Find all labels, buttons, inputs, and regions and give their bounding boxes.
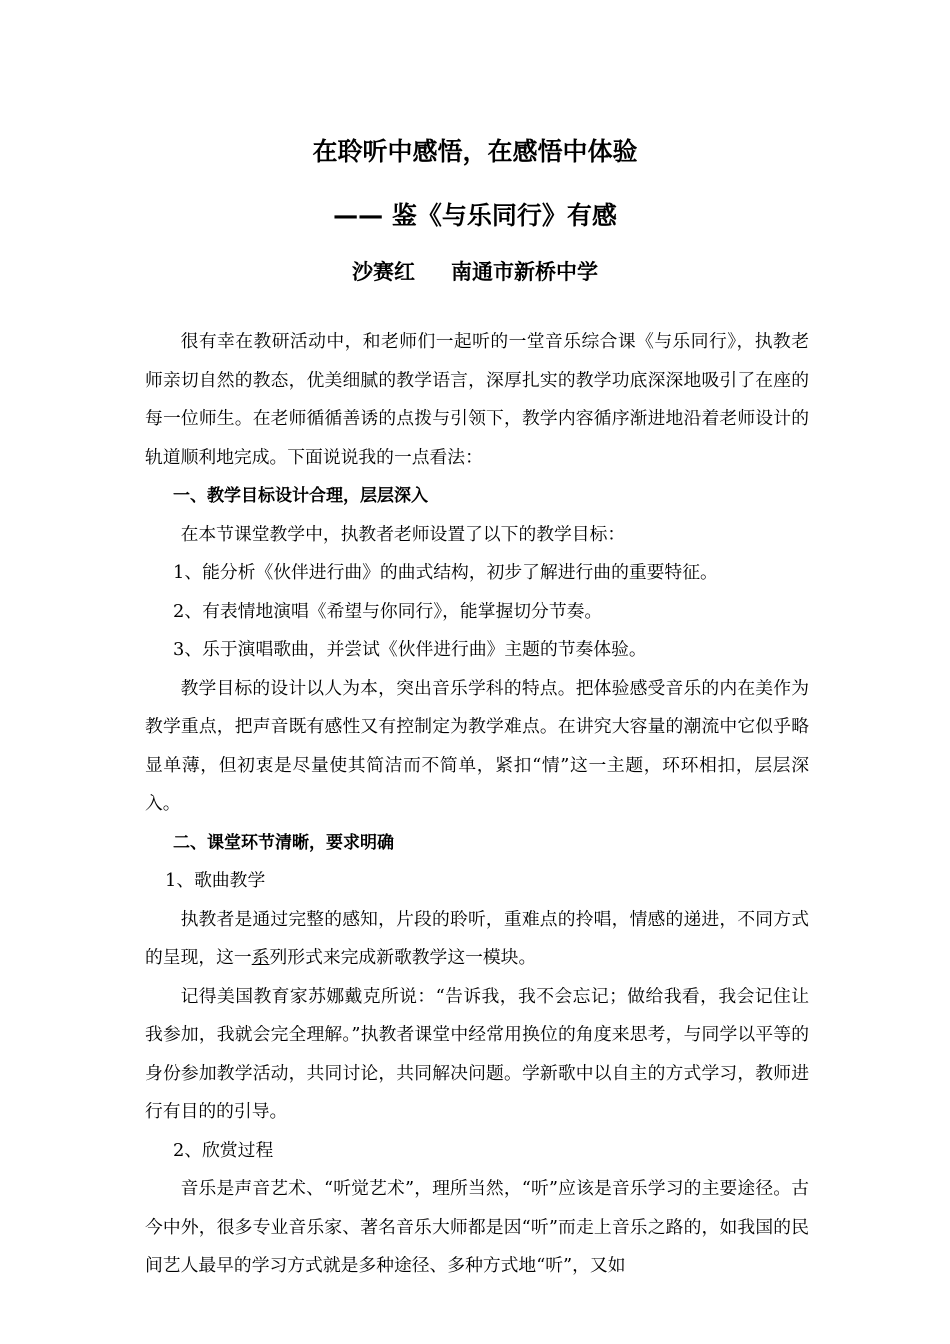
listening-paragraph: 音乐是声音艺术、“听觉艺术”，理所当然，“听”应该是音乐学习的主要途径。古今中外，很多专业音乐家、著名音乐大师都是因“听”而走上音乐之路的，如我国的民间艺人最早的学习方式就是多种途径、多种方式地“听”，又如 [145, 1178, 809, 1276]
goal-item-3: 3、乐于演唱歌曲，并尝试《伙伴进行曲》主题的节奏体验。 [173, 639, 647, 660]
section-1-lead: 在本节课堂教学中，执教者老师设置了以下的教学目标： [180, 523, 626, 545]
article-subtitle: —— 鉴《与乐同行》有感 [333, 201, 617, 230]
author-name: 沙赛红 [352, 260, 415, 284]
song-teaching-paragraph [145, 901, 809, 978]
quote-paragraph: 记得美国教育家苏娜戴克所说：“告诉我，我不会忘记；做给我看，我会记住让我参加，我就会完全理解。”执教者课堂中经常用换位的角度来思考，与同学以平等的身份参加教学活动，共同讨论，共同解决问题。学新歌中以自主的方式学习，教师进行有目的的引导。 [145, 985, 809, 1122]
goal-item-1: 1、能分析《伙伴进行曲》的曲式结构，初步了解进行曲的重要特征。 [173, 562, 718, 583]
author-school: 南通市新桥中学 [451, 260, 598, 284]
goal-item-2: 2、有表情地演唱《希望与你同行》，能掌握切分节奏。 [173, 600, 603, 622]
article-title: 在聆听中感悟，在感悟中体验 [312, 137, 638, 166]
article-body [145, 323, 809, 1286]
author-line [0, 256, 950, 288]
intro-paragraph: 很有幸在教研活动中，和老师们一起听的一堂音乐综合课《与乐同行》，执教老师亲切自然的教态，优美细腻的教学语言，深厚扎实的教学功底深深地吸引了在座的每一位师生。在老师循循善诱的点拨与引领下，教学内容循序渐进地沿着老师设计的轨道顺利地完成。下面说说我的一点看法： [145, 331, 809, 468]
song-teaching-underlined: 系 [251, 947, 270, 968]
section-2-item-2: 2、欣赏过程 [173, 1139, 274, 1161]
section-1-body: 教学目标的设计以人为本，突出音乐学科的特点。把体验感受音乐的内在美作为教学重点，把声音既有感性又有控制定为教学难点。在讲究大容量的潮流中它似乎略显单薄，但初衷是尽量使其简洁而不简单，紧扣“情”这一主题，环环相扣，层层深入。 [145, 677, 809, 814]
song-teaching-text-a: 执教者是通过完整的感知，片段的聆听，重难点的拎唱，情感的递进，不同方式的呈现，这一 [145, 908, 809, 968]
section-2-heading: 二、课堂环节清晰，要求明确 [173, 832, 394, 853]
section-2-item-1: 1、歌曲教学 [165, 870, 266, 891]
song-teaching-text-b: 列形式来完成新歌教学这一模块。 [269, 947, 537, 968]
section-1-heading: 一、教学目标设计合理，层层深入 [173, 486, 428, 506]
